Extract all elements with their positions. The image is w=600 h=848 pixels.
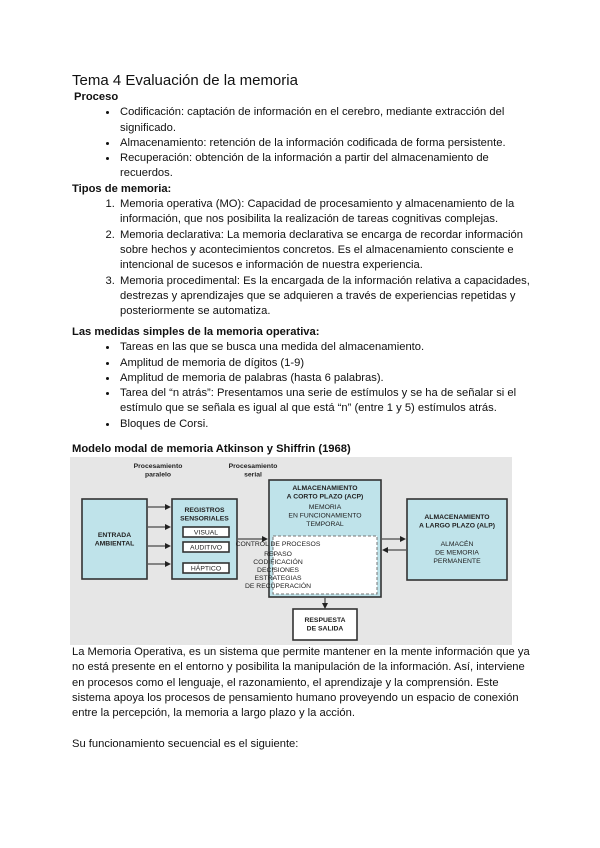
medidas-list	[72, 340, 534, 432]
control-procesos-items: CODIFICACIÓN	[253, 559, 303, 566]
acp-subtitle: MEMORIA	[308, 504, 342, 511]
auditivo-box-label: AUDITIVO	[189, 544, 223, 552]
list-item: 3. Memoria procedimental: Es la encargada de la información relativa a capacidades, destrezas y aprendizajes que se adquieren a través de experiencias repetidas y posteriormente se automatiza.	[118, 274, 534, 320]
list-item: • Tarea del “n atrás”: Presentamos una serie de estímulos y se ha de señalar si el estímulo que se señala es igual al que está “n” (entre 1 y 5) estímulos atrás.	[118, 386, 534, 417]
list-item: 2. Memoria declarativa: La memoria declarativa se encarga de recordar información sobre hechos y acontecimientos concretos. Es el almacenamiento consciente e intencional de sucesos e información de nuestra experiencia.	[118, 228, 534, 274]
control-procesos-label: CONTROL DE PROCESOS	[235, 541, 321, 548]
label-procesamiento-serial: Procesamiento	[228, 463, 278, 470]
acp-subtitle: EN FUNCIONAMIENTO	[288, 512, 362, 520]
acp-title: A CORTO PLAZO (ACP)	[286, 493, 364, 501]
section-medidas	[72, 325, 534, 432]
respuesta-salida-label: DE SALIDA	[306, 625, 344, 633]
registros-sensoriales-label: REGISTROS	[184, 507, 225, 514]
label-procesamiento-serial: serial	[244, 471, 262, 479]
control-procesos-items: ESTRATEGIAS	[254, 575, 302, 582]
paragraph-memoria-operativa: La Memoria Operativa, es un sistema que permite mantener en la mente información que ya no está presente en el entorno y posibilita la manipulación de la información. Así, interviene en procesos como el lenguaje, el razonamiento, el aprendizaje y la comprensión. Este sistema apoya los procesos de pensamiento humano proveyendo un espacio de conexión entre la percepción, la memoria a largo plazo y la acción.	[72, 646, 530, 720]
page-title: Tema 4 Evaluación de la memoria	[72, 72, 298, 89]
respuesta-salida-label: RESPUESTA	[304, 617, 346, 624]
alp-subtitle: ALMACÉN	[440, 541, 474, 548]
list-item: • Tareas en las que se busca una medida del almacenamiento.	[118, 340, 534, 355]
acp-title: ALMACENAMIENTO	[292, 485, 358, 492]
list-item: • Bloques de Corsi.	[118, 417, 534, 432]
heading-proceso: Proceso	[74, 91, 119, 103]
list-item: • Recuperación: obtención de la información a partir del almacenamiento de recuerdos.	[118, 151, 534, 182]
final-line: Su funcionamiento secuencial es el siguiente:	[72, 738, 299, 750]
label-procesamiento-paralelo: Procesamiento	[133, 463, 183, 470]
list-item: 1. Memoria operativa (MO): Capacidad de procesamiento y almacenamiento de la información, que nos posibilita la realización de tareas cognitivas complejas.	[118, 197, 534, 228]
entrada-ambiental-label: AMBIENTAL	[94, 540, 135, 548]
section-proceso	[72, 72, 534, 319]
atkinson-shiffrin-diagram	[70, 457, 542, 645]
visual-box-label: VISUAL	[193, 529, 219, 537]
list-item: • Amplitud de memoria de dígitos (1-9)	[118, 356, 534, 371]
alp-title: ALMACENAMIENTO	[424, 514, 490, 521]
acp-subtitle: TEMPORAL	[306, 521, 344, 528]
haptico-box-label: HÁPTICO	[190, 565, 222, 573]
box-respuesta-salida	[293, 609, 357, 640]
box-entrada-ambiental	[82, 499, 147, 579]
list-item: • Almacenamiento: retención de la información codificada de forma persistente.	[118, 136, 534, 151]
proceso-list	[72, 105, 534, 181]
control-procesos-items: REPASO	[264, 551, 292, 558]
entrada-ambiental-label: ENTRADA	[97, 532, 132, 539]
heading-modelo: Modelo modal de memoria Atkinson y Shiffrin (1968)	[72, 443, 351, 455]
alp-subtitle: DE MEMORIA	[435, 549, 479, 557]
heading-tipos: Tipos de memoria:	[72, 182, 172, 195]
alp-subtitle: PERMANENTE	[433, 558, 481, 565]
box-almacenamiento-largo-plazo	[407, 499, 507, 580]
label-procesamiento-paralelo: paralelo	[144, 471, 172, 479]
control-procesos-items: DE RECUPERACIÓN	[244, 583, 312, 590]
control-procesos-items: DECISIONES	[257, 567, 299, 574]
list-item: • Amplitud de memoria de palabras (hasta 6 palabras).	[118, 371, 534, 386]
list-item: • Codificación: captación de información en el cerebro, mediante extracción del significado.	[118, 105, 534, 136]
registros-sensoriales-label: SENSORIALES	[180, 515, 229, 523]
tipos-list	[72, 197, 534, 319]
heading-medidas: Las medidas simples de la memoria operativa:	[72, 326, 320, 338]
alp-title: A LARGO PLAZO (ALP)	[418, 522, 496, 530]
